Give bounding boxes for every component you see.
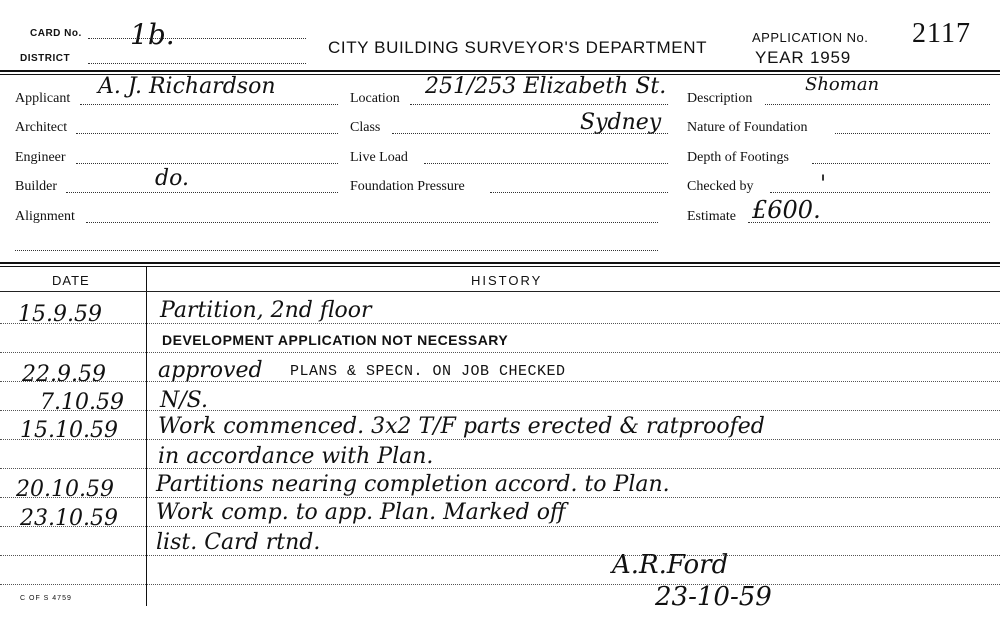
signature-date: 23-10-59 <box>655 582 772 612</box>
architect-label: Architect <box>15 120 68 135</box>
checked-by-line <box>770 192 990 193</box>
nature-of-foundation-label: Nature of Foundation <box>687 120 808 135</box>
development-stamp: DEVELOPMENT APPLICATION NOT NECESSARY <box>162 332 509 348</box>
history-header-rule <box>0 291 1000 292</box>
history-divider-thin <box>0 266 1000 267</box>
description-label: Description <box>687 91 753 106</box>
entry-date: 23.10.59 <box>20 506 118 531</box>
entry-text: Partitions nearing completion accord. to Plan. <box>156 472 670 497</box>
engineer-line <box>76 163 338 164</box>
entry-date: 15.9.59 <box>18 302 102 327</box>
application-no-label: APPLICATION No. <box>752 30 869 45</box>
entry-date: 22.9.59 <box>22 362 106 387</box>
entry-text: Partition, 2nd floor <box>160 298 372 323</box>
ruled-line <box>0 323 1000 324</box>
year-label: YEAR 1959 <box>755 48 852 67</box>
location-label: Location <box>350 91 400 106</box>
history-divider <box>0 262 1000 264</box>
class-label: Class <box>350 120 381 135</box>
entry-text: in accordance with Plan. <box>158 444 434 469</box>
class-value: Sydney <box>580 110 662 135</box>
entry-date: 20.10.59 <box>16 477 114 502</box>
ruled-line <box>0 468 1000 469</box>
architect-line <box>76 133 338 134</box>
date-header: DATE <box>52 273 90 288</box>
alignment-label: Alignment <box>15 209 75 224</box>
ruled-line <box>0 526 1000 527</box>
card-no-value: 1b. <box>130 18 175 51</box>
applicant-label: Applicant <box>15 91 71 106</box>
card-no-line <box>88 38 306 39</box>
engineer-label: Engineer <box>15 150 66 165</box>
alignment-line-2 <box>15 250 658 251</box>
signature: A.R.Ford <box>612 550 729 580</box>
department-title: CITY BUILDING SURVEYOR'S DEPARTMENT <box>328 38 708 57</box>
checked-by-value: ' <box>820 172 827 197</box>
card-no-label: CARD No. <box>30 28 82 39</box>
builder-label: Builder <box>15 179 57 194</box>
ruled-line <box>0 497 1000 498</box>
district-label: DISTRICT <box>20 53 71 64</box>
ruled-line <box>0 439 1000 440</box>
live-load-label: Live Load <box>350 150 408 165</box>
entry-text: Work commenced. 3x2 T/F parts erected & ratproofed <box>158 414 765 439</box>
location-line <box>410 104 668 105</box>
live-load-line <box>424 163 668 164</box>
entry-text: N/S. <box>160 388 208 413</box>
estimate-value: £600. <box>752 196 821 224</box>
estimate-label: Estimate <box>687 209 736 224</box>
district-line <box>88 63 306 64</box>
builder-line <box>66 192 338 193</box>
history-header: HISTORY <box>471 273 543 288</box>
form-code: C OF S 4759 <box>20 595 72 602</box>
ruled-line <box>0 352 1000 353</box>
ruled-line <box>0 555 1000 556</box>
ruled-line <box>0 410 1000 411</box>
entry-text: approved <box>158 358 263 383</box>
depth-line <box>812 163 990 164</box>
builder-value: do. <box>155 166 189 191</box>
location-value: 251/253 Elizabeth St. <box>425 74 667 99</box>
applicant-line <box>80 104 338 105</box>
checked-by-label: Checked by <box>687 179 754 194</box>
entry-text: list. Card rtnd. <box>156 530 321 555</box>
entry-date: 15.10.59 <box>20 418 118 443</box>
applicant-value: A. J. Richardson <box>98 74 276 99</box>
depth-of-footings-label: Depth of Footings <box>687 150 789 165</box>
description-line <box>765 104 990 105</box>
foundation-pressure-label: Foundation Pressure <box>350 179 465 194</box>
ruled-line <box>0 381 1000 382</box>
nature-line <box>835 133 990 134</box>
ruled-line <box>0 584 1000 585</box>
entry-text: Work comp. to app. Plan. Marked off <box>156 500 566 525</box>
plans-checked-stamp: PLANS & SPECN. ON JOB CHECKED <box>290 363 566 380</box>
description-value: Shoman <box>805 74 880 95</box>
alignment-line <box>86 222 658 223</box>
header-divider <box>0 70 1000 72</box>
entry-date: 7.10.59 <box>40 390 124 415</box>
foundation-pressure-line <box>490 192 668 193</box>
application-no-value: 2117 <box>912 18 971 49</box>
